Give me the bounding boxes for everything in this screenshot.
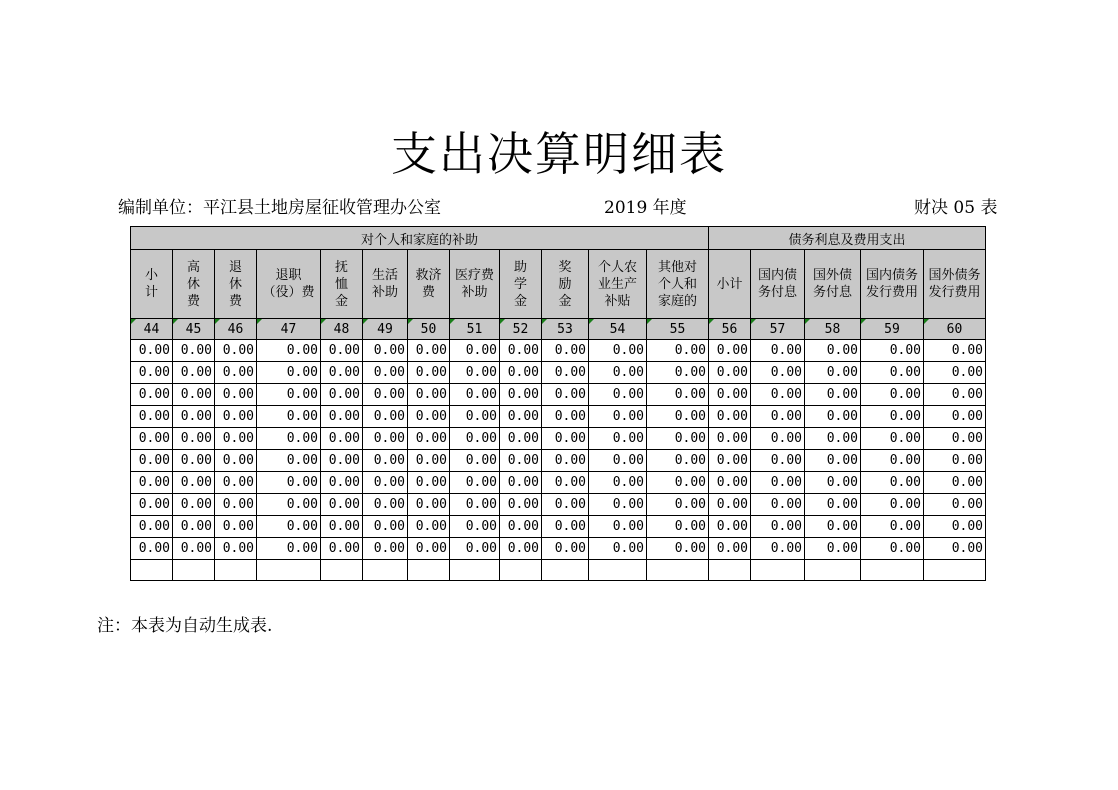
empty-cell [709,560,751,581]
table-cell: 0.00 [542,340,589,362]
page-title: 支出决算明细表 [391,127,727,181]
table-cell: 0.00 [805,472,861,494]
column-code: 48 [321,319,363,340]
table-row [131,450,986,472]
table-cell: 0.00 [805,494,861,516]
column-header-label: 救济 费 [415,268,442,300]
column-code: 56 [709,319,751,340]
table-cell: 0.00 [321,362,363,384]
table-row [131,340,986,362]
column-header [215,250,257,319]
table-cell: 0.00 [924,494,986,516]
table-cell: 0.00 [924,362,986,384]
column-header [709,250,751,319]
column-header [173,250,215,319]
table-cell: 0.00 [215,384,257,406]
column-header-label: 医疗费 补助 [454,268,494,300]
table-cell: 0.00 [408,472,450,494]
table-cell: 0.00 [647,384,709,406]
column-code: 57 [751,319,805,340]
column-header [408,250,450,319]
column-header-label: 国内债 务付息 [757,268,797,300]
table-cell: 0.00 [363,472,408,494]
table-cell: 0.00 [751,384,805,406]
table-cell: 0.00 [500,406,542,428]
fiscal-year: 2019 年度 [604,198,687,218]
table-cell: 0.00 [709,428,751,450]
table-cell: 0.00 [589,362,647,384]
table-cell: 0.00 [408,428,450,450]
table-cell: 0.00 [215,494,257,516]
table-row [131,516,986,538]
table-cell: 0.00 [173,406,215,428]
table-cell: 0.00 [861,538,924,560]
empty-cell [408,560,450,581]
table-cell: 0.00 [709,450,751,472]
table-cell: 0.00 [408,516,450,538]
column-code: 47 [257,319,321,340]
column-code: 54 [589,319,647,340]
table-cell: 0.00 [408,406,450,428]
column-code: 46 [215,319,257,340]
table-cell: 0.00 [131,472,173,494]
table-cell: 0.00 [215,406,257,428]
table-cell: 0.00 [709,406,751,428]
column-code: 59 [861,319,924,340]
table-cell: 0.00 [321,472,363,494]
table-cell: 0.00 [215,362,257,384]
table-cell: 0.00 [589,538,647,560]
table-cell: 0.00 [257,516,321,538]
table-cell: 0.00 [408,450,450,472]
table-cell: 0.00 [500,516,542,538]
table-cell: 0.00 [408,384,450,406]
table-cell: 0.00 [450,428,500,450]
column-header [131,250,173,319]
table-cell: 0.00 [257,538,321,560]
column-header-label: 奖 励 金 [558,259,572,309]
table-cell: 0.00 [709,340,751,362]
column-header [924,250,986,319]
table-cell: 0.00 [321,516,363,538]
table-cell: 0.00 [215,538,257,560]
table-cell: 0.00 [709,538,751,560]
table-cell: 0.00 [363,428,408,450]
group-header-row [131,227,986,250]
table-cell: 0.00 [542,494,589,516]
column-code: 51 [450,319,500,340]
table-cell: 0.00 [751,362,805,384]
column-header [589,250,647,319]
table-cell: 0.00 [861,362,924,384]
table-cell: 0.00 [861,428,924,450]
table-cell: 0.00 [589,340,647,362]
column-header-label: 高 休 费 [186,259,200,309]
table-cell: 0.00 [131,384,173,406]
table-cell: 0.00 [363,406,408,428]
empty-cell [805,560,861,581]
table-cell: 0.00 [450,538,500,560]
table-cell: 0.00 [805,384,861,406]
table-cell: 0.00 [500,450,542,472]
empty-row [131,560,986,581]
table-cell: 0.00 [751,494,805,516]
table-cell: 0.00 [647,450,709,472]
group-debt-interest: 债务利息及费用支出 [709,227,986,250]
column-code: 58 [805,319,861,340]
empty-cell [363,560,408,581]
table-row [131,472,986,494]
empty-cell [257,560,321,581]
column-header [257,250,321,319]
table-cell: 0.00 [257,450,321,472]
table-cell: 0.00 [805,450,861,472]
table-cell: 0.00 [215,340,257,362]
table-cell: 0.00 [450,450,500,472]
table-cell: 0.00 [647,516,709,538]
table-cell: 0.00 [131,362,173,384]
table-cell: 0.00 [321,450,363,472]
column-header [861,250,924,319]
compiling-unit: 编制单位：平江县土地房屋征收管理办公室 [118,198,441,218]
column-header-label: 个人农 业生产 补贴 [597,259,637,309]
table-cell: 0.00 [257,340,321,362]
table-cell: 0.00 [589,472,647,494]
table-cell: 0.00 [363,450,408,472]
table-row [131,428,986,450]
table-cell: 0.00 [924,472,986,494]
column-header-label: 生活 补助 [371,268,398,300]
table-cell: 0.00 [450,406,500,428]
column-header-label: 助 学 金 [513,259,527,309]
empty-cell [131,560,173,581]
table-cell: 0.00 [131,428,173,450]
table-cell: 0.00 [751,472,805,494]
table-cell: 0.00 [173,384,215,406]
table-cell: 0.00 [131,538,173,560]
table-cell: 0.00 [589,494,647,516]
table-note: 注：本表为自动生成表. [97,616,273,636]
table-cell: 0.00 [500,472,542,494]
table-cell: 0.00 [363,384,408,406]
table-cell: 0.00 [408,494,450,516]
table-cell: 0.00 [861,384,924,406]
empty-cell [173,560,215,581]
empty-cell [751,560,805,581]
column-code: 50 [408,319,450,340]
table-cell: 0.00 [861,406,924,428]
table-cell: 0.00 [321,494,363,516]
table-cell: 0.00 [542,450,589,472]
column-header [647,250,709,319]
empty-cell [542,560,589,581]
table-cell: 0.00 [924,428,986,450]
table-row [131,384,986,406]
table-cell: 0.00 [131,450,173,472]
empty-cell [589,560,647,581]
table-cell: 0.00 [542,384,589,406]
empty-cell [924,560,986,581]
column-header-label: 国外债 务付息 [812,268,852,300]
table-cell: 0.00 [257,494,321,516]
table-cell: 0.00 [751,450,805,472]
table-cell: 0.00 [257,406,321,428]
table-cell: 0.00 [751,428,805,450]
table-row [131,362,986,384]
group-personal-subsidy: 对个人和家庭的补助 [131,227,709,250]
table-cell: 0.00 [363,494,408,516]
table-cell: 0.00 [647,428,709,450]
table-row [131,406,986,428]
column-header [751,250,805,319]
table-cell: 0.00 [173,450,215,472]
table-cell: 0.00 [215,516,257,538]
table-cell: 0.00 [542,472,589,494]
empty-cell [500,560,542,581]
table-cell: 0.00 [321,428,363,450]
table-cell: 0.00 [924,340,986,362]
table-cell: 0.00 [321,406,363,428]
table-cell: 0.00 [500,538,542,560]
table-cell: 0.00 [751,406,805,428]
table-row [131,538,986,560]
table-cell: 0.00 [647,340,709,362]
table-cell: 0.00 [924,538,986,560]
table-cell: 0.00 [542,406,589,428]
column-header-label: 退 休 费 [228,259,242,309]
column-header-row [131,250,986,319]
empty-cell [647,560,709,581]
table-cell: 0.00 [450,472,500,494]
table-cell: 0.00 [805,428,861,450]
table-cell: 0.00 [173,494,215,516]
table-cell: 0.00 [363,516,408,538]
table-cell: 0.00 [805,516,861,538]
column-code: 49 [363,319,408,340]
table-cell: 0.00 [542,538,589,560]
table-cell: 0.00 [131,340,173,362]
table-cell: 0.00 [500,340,542,362]
expenditure-table [130,226,986,581]
table-cell: 0.00 [542,516,589,538]
table-cell: 0.00 [861,494,924,516]
table-cell: 0.00 [861,516,924,538]
column-header-label: 抚 恤 金 [334,259,348,309]
table-row [131,494,986,516]
column-code-row [131,319,986,340]
table-cell: 0.00 [173,362,215,384]
table-cell: 0.00 [363,362,408,384]
table-cell: 0.00 [321,384,363,406]
table-cell: 0.00 [450,516,500,538]
column-header-label: 退职 （役）费 [262,268,315,300]
table-cell: 0.00 [647,538,709,560]
column-code: 52 [500,319,542,340]
table-cell: 0.00 [173,538,215,560]
empty-cell [321,560,363,581]
table-cell: 0.00 [321,340,363,362]
table-cell: 0.00 [131,494,173,516]
column-header [500,250,542,319]
table-cell: 0.00 [450,384,500,406]
table-cell: 0.00 [709,362,751,384]
form-number: 财决 05 表 [914,198,998,218]
column-header-label: 其他对 个人和 家庭的 [657,259,697,309]
table-cell: 0.00 [589,384,647,406]
column-code: 44 [131,319,173,340]
table-cell: 0.00 [589,428,647,450]
column-header [542,250,589,319]
table-cell: 0.00 [500,494,542,516]
empty-cell [450,560,500,581]
table-cell: 0.00 [257,472,321,494]
table-cell: 0.00 [215,428,257,450]
table-cell: 0.00 [408,538,450,560]
table-cell: 0.00 [589,450,647,472]
table-cell: 0.00 [647,494,709,516]
table-cell: 0.00 [257,384,321,406]
table-cell: 0.00 [589,516,647,538]
table-cell: 0.00 [450,362,500,384]
column-header-label: 国外债务 发行费用 [928,268,981,300]
column-code: 53 [542,319,589,340]
table-cell: 0.00 [751,340,805,362]
column-code: 45 [173,319,215,340]
table-cell: 0.00 [805,340,861,362]
table-cell: 0.00 [709,472,751,494]
column-header-label: 小计 [716,276,743,292]
table-cell: 0.00 [363,340,408,362]
table-cell: 0.00 [500,428,542,450]
table-cell: 0.00 [363,538,408,560]
table-cell: 0.00 [805,406,861,428]
table-cell: 0.00 [647,406,709,428]
table-cell: 0.00 [709,494,751,516]
table-cell: 0.00 [173,428,215,450]
column-code: 60 [924,319,986,340]
empty-cell [215,560,257,581]
table-cell: 0.00 [542,362,589,384]
table-cell: 0.00 [861,340,924,362]
table-cell: 0.00 [257,428,321,450]
table-cell: 0.00 [173,516,215,538]
table-cell: 0.00 [215,450,257,472]
table-cell: 0.00 [321,538,363,560]
table-cell: 0.00 [861,450,924,472]
column-header-label: 小 计 [144,268,158,300]
table-cell: 0.00 [450,494,500,516]
table-cell: 0.00 [861,472,924,494]
table-cell: 0.00 [500,362,542,384]
table-cell: 0.00 [131,516,173,538]
column-header-label: 国内债务 发行费用 [865,268,918,300]
table-cell: 0.00 [751,516,805,538]
table-cell: 0.00 [924,450,986,472]
table-cell: 0.00 [542,428,589,450]
column-header [450,250,500,319]
table-cell: 0.00 [589,406,647,428]
table-cell: 0.00 [924,384,986,406]
table-cell: 0.00 [408,362,450,384]
table-cell: 0.00 [450,340,500,362]
table-cell: 0.00 [257,362,321,384]
table-cell: 0.00 [215,472,257,494]
table-cell: 0.00 [805,362,861,384]
table-cell: 0.00 [173,340,215,362]
empty-cell [861,560,924,581]
table-cell: 0.00 [751,538,805,560]
table-cell: 0.00 [924,406,986,428]
table-cell: 0.00 [647,362,709,384]
column-code: 55 [647,319,709,340]
column-header [321,250,363,319]
column-header [805,250,861,319]
table-cell: 0.00 [924,516,986,538]
table-cell: 0.00 [131,406,173,428]
table-cell: 0.00 [805,538,861,560]
table-cell: 0.00 [709,516,751,538]
table-cell: 0.00 [500,384,542,406]
table-cell: 0.00 [408,340,450,362]
column-header [363,250,408,319]
table-cell: 0.00 [709,384,751,406]
table-cell: 0.00 [647,472,709,494]
table-cell: 0.00 [173,472,215,494]
